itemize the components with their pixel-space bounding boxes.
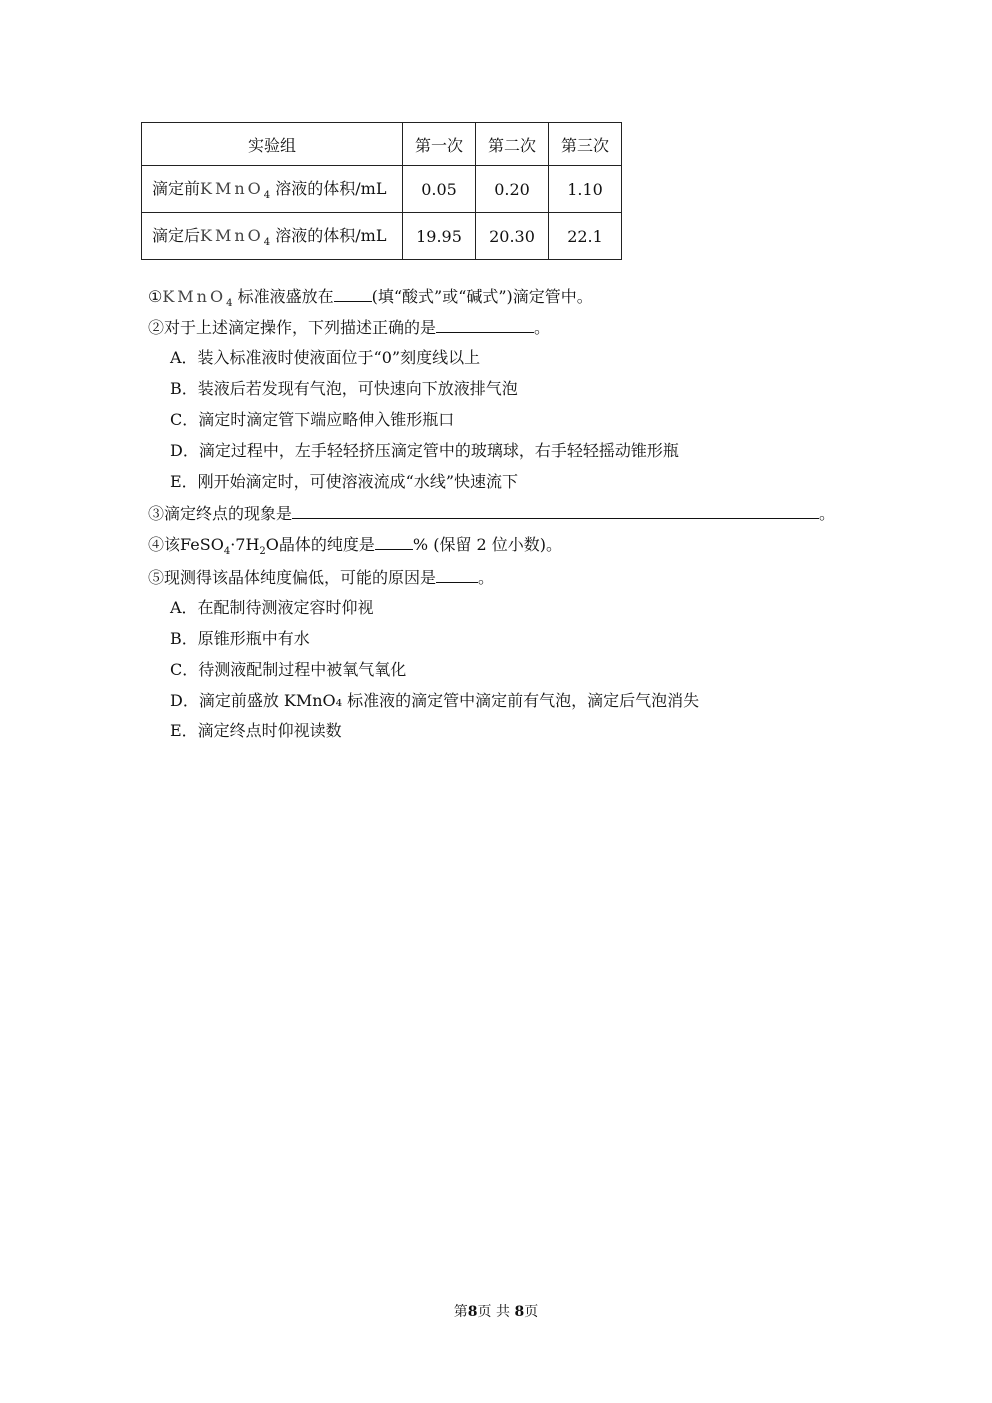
answer-blank-4[interactable] — [375, 533, 413, 550]
q2-option-c: C．滴定时滴定管下端应略伸入锥形瓶口 — [170, 410, 455, 429]
table-header-row — [142, 123, 622, 166]
table-cell: 20.30 — [476, 213, 549, 260]
question-3: ③滴定终点的现象是 。 — [148, 504, 836, 523]
q5-option-b: B．原锥形瓶中有水 — [170, 629, 310, 648]
table-cell: 0.05 — [403, 166, 476, 213]
answer-blank-3[interactable] — [292, 502, 819, 519]
q5-option-e: E．滴定终点时仰视读数 — [170, 721, 342, 740]
table-row-label: 滴定前KMnO$_4$ 溶液的体积/mL — [142, 166, 403, 213]
table-cell: 19.95 — [403, 213, 476, 260]
q2-option-d: D．滴定过程中，左手轻轻挤压滴定管中的玻璃球，右手轻轻摇动锥形瓶 — [170, 441, 679, 460]
table-cell: 1.10 — [549, 166, 622, 213]
answer-blank-1[interactable] — [334, 285, 372, 302]
table-header-second: 第二次 — [476, 123, 549, 166]
table-row-label: 滴定后KMnO$_4$ 溶液的体积/mL — [142, 213, 403, 260]
table-row — [142, 166, 622, 213]
q2-option-b: B．装液后若发现有气泡，可快速向下放液排气泡 — [170, 379, 518, 398]
question-4: ④该$FeSO_4\cdot 7H_2O$晶体的纯度是 % (保留 2 位小数)。 — [148, 535, 563, 558]
answer-blank-5[interactable] — [436, 566, 478, 583]
q5-option-d: D．滴定前盛放 KMnO₄ 标准液的滴定管中滴定前有气泡，滴定后气泡消失 — [170, 691, 700, 710]
answer-blank-2[interactable] — [436, 316, 534, 333]
table-row — [142, 213, 622, 260]
titration-data-table — [141, 122, 622, 260]
question-1: ①KMnO$_4$ 标准液盛放在 (填“酸式”或“碱式”)滴定管中。 — [148, 287, 593, 310]
q5-option-a: A．在配制待测液定容时仰视 — [170, 598, 374, 617]
table-header-third: 第三次 — [549, 123, 622, 166]
table-header-first: 第一次 — [403, 123, 476, 166]
table-cell: 0.20 — [476, 166, 549, 213]
q2-option-e: E．刚开始滴定时，可使溶液流成“水线”快速流下 — [170, 472, 519, 491]
question-2: ②对于上述滴定操作，下列描述正确的是 。 — [148, 318, 551, 337]
table-header-group: 实验组 — [142, 123, 403, 166]
page-footer: 第8页 共 8页 — [453, 1304, 539, 1320]
q5-option-c: C．待测液配制过程中被氧气氧化 — [170, 660, 407, 679]
q2-option-a: A．装入标准液时使液面位于“0”刻度线以上 — [170, 348, 481, 367]
table-cell: 22.1 — [549, 213, 622, 260]
question-5: ⑤现测得该晶体纯度偏低，可能的原因是 。 — [148, 568, 495, 587]
